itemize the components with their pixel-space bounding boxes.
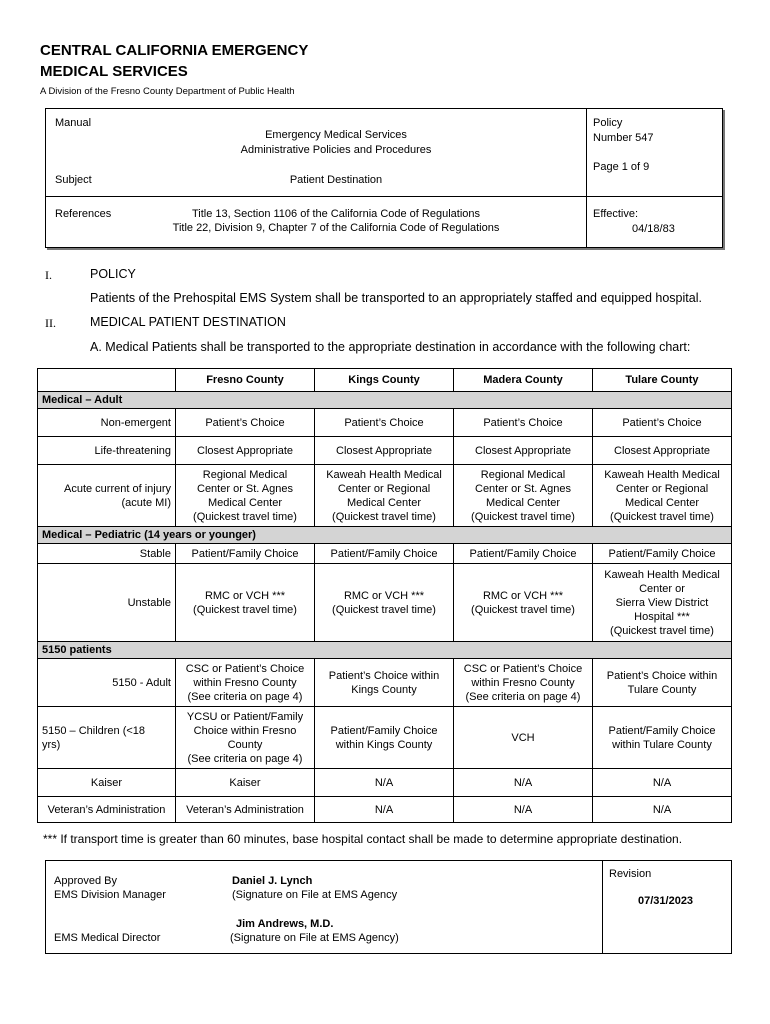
approved-by-label: Approved By — [54, 875, 117, 887]
table-cell: CSC or Patient’s Choice within Fresno County (See criteria on page 4) — [176, 659, 315, 707]
table-cell: YCSU or Patient/Family Choice within Fresno County (See criteria on page 4) — [176, 707, 315, 769]
effective-label: Effective: — [593, 208, 639, 220]
column-tulare: Tulare County — [593, 369, 732, 392]
table-row — [38, 409, 732, 437]
category-5150: 5150 patients — [38, 642, 732, 659]
policy-number: Number 547 — [593, 132, 654, 144]
table-cell: Kaweah Health Medical Center or Regional Medical Center (Quickest travel time) — [315, 465, 454, 527]
row-label — [38, 707, 176, 769]
table-cell: Closest Appropriate — [315, 437, 454, 465]
page-count: Page 1 of 9 — [593, 161, 650, 173]
category-adult: Medical – Adult — [38, 392, 732, 409]
role-division-manager: EMS Division Manager — [54, 889, 166, 901]
table-cell: Patient/Family Choice — [593, 544, 732, 564]
effective-date: 04/18/83 — [632, 223, 675, 235]
table-cell: Veteran’s Administration — [176, 797, 315, 823]
row-label — [38, 465, 176, 527]
section-2-title: MEDICAL PATIENT DESTINATION — [90, 315, 286, 329]
policy-label: Policy — [593, 117, 623, 129]
references-label: References — [55, 208, 112, 220]
table-cell: Patient’s Choice — [454, 409, 593, 437]
manual-title-1: Emergency Medical Services — [265, 129, 407, 141]
header-empty — [38, 369, 176, 392]
row-label: Unstable — [38, 564, 176, 642]
label-line: yrs) — [42, 738, 61, 751]
table-cell: Patient’s Choice within Kings County — [315, 659, 454, 707]
table-cell: Patient/Family Choice — [454, 544, 593, 564]
org-line-2: MEDICAL SERVICES — [40, 63, 188, 80]
row-label: Non-emergent — [38, 409, 176, 437]
table-row — [38, 544, 732, 564]
org-line-1: CENTRAL CALIFORNIA EMERGENCY — [40, 42, 309, 59]
row-label: Life-threatening — [38, 437, 176, 465]
manual-label: Manual — [55, 117, 92, 129]
revision-label: Revision — [609, 868, 652, 880]
table-row — [38, 797, 732, 823]
subject-value: Patient Destination — [289, 174, 383, 186]
table-cell: Patient’s Choice — [315, 409, 454, 437]
subject-label: Subject — [55, 174, 92, 186]
category-row — [38, 642, 732, 659]
table-cell: Kaweah Health Medical Center or Sierra View District Hospital *** (Quickest travel time) — [593, 564, 732, 642]
footnote: *** If transport time is greater than 60 minutes, base hospital contact shall be made to determine appropriate destination. — [43, 832, 683, 846]
section-1-number: I. — [45, 268, 52, 282]
label-line: 5150 – Children (<18 — [42, 724, 146, 737]
destination-table — [37, 368, 732, 823]
section-1-title: POLICY — [90, 267, 136, 281]
table-cell: N/A — [454, 797, 593, 823]
table-cell: RMC or VCH *** (Quickest travel time) — [454, 564, 593, 642]
table-cell: N/A — [315, 769, 454, 797]
table-cell: N/A — [593, 769, 732, 797]
manual-title-2: Administrative Policies and Procedures — [240, 144, 432, 156]
organization-name — [40, 40, 440, 82]
table-cell: N/A — [593, 797, 732, 823]
section-2-a: A. Medical Patients shall be transported to the appropriate destination in accordance with the following chart: — [90, 340, 691, 354]
role-medical-director: EMS Medical Director — [54, 932, 161, 944]
table-row — [38, 465, 732, 527]
table-cell: N/A — [454, 769, 593, 797]
signer-name-1: Daniel J. Lynch — [232, 875, 313, 887]
table-cell: Regional Medical Center or St. Agnes Medical Center (Quickest travel time) — [454, 465, 593, 527]
signature-note-1: (Signature on File at EMS Agency — [232, 889, 398, 901]
table-cell: Patient/Family Choice within Kings County — [315, 707, 454, 769]
table-cell: Patient’s Choice — [176, 409, 315, 437]
table-cell: Kaiser — [176, 769, 315, 797]
table-cell: Closest Appropriate — [176, 437, 315, 465]
category-row — [38, 392, 732, 409]
table-header-row — [38, 369, 732, 392]
table-cell: RMC or VCH *** (Quickest travel time) — [315, 564, 454, 642]
reference-1: Title 13, Section 1106 of the California Code of Regulations — [191, 208, 480, 220]
table-row — [38, 707, 732, 769]
row-label: Kaiser — [38, 769, 176, 797]
row-label: Veteran’s Administration — [38, 797, 176, 823]
policy-header-box — [45, 108, 723, 248]
table-cell: N/A — [315, 797, 454, 823]
table-cell: Patient’s Choice — [593, 409, 732, 437]
table-row — [38, 564, 732, 642]
table-cell: Patient’s Choice within Tulare County — [593, 659, 732, 707]
table-row — [38, 437, 732, 465]
label-line: Acute current of injury — [64, 482, 171, 495]
section-2-number: II. — [45, 316, 56, 330]
approval-box — [45, 860, 732, 954]
label-line: (acute MI) — [121, 496, 171, 509]
table-cell: Patient/Family Choice — [176, 544, 315, 564]
table-cell: Closest Appropriate — [593, 437, 732, 465]
table-cell: CSC or Patient’s Choice within Fresno County (See criteria on page 4) — [454, 659, 593, 707]
table-cell: Kaweah Health Medical Center or Regional Medical Center (Quickest travel time) — [593, 465, 732, 527]
signature-note-2: (Signature on File at EMS Agency) — [230, 932, 399, 944]
reference-2: Title 22, Division 9, Chapter 7 of the California Code of Regulations — [172, 222, 500, 234]
row-label: 5150 - Adult — [38, 659, 176, 707]
category-pediatric: Medical – Pediatric (14 years or younger) — [38, 527, 732, 544]
revision-date: 07/31/2023 — [638, 895, 694, 907]
category-row — [38, 527, 732, 544]
table-row — [38, 769, 732, 797]
column-madera: Madera County — [454, 369, 593, 392]
division-subtitle: A Division of the Fresno County Department of Public Health — [40, 86, 295, 97]
signer-name-2: Jim Andrews, M.D. — [236, 918, 334, 930]
column-kings: Kings County — [315, 369, 454, 392]
column-fresno: Fresno County — [176, 369, 315, 392]
section-1-text: Patients of the Prehospital EMS System shall be transported to an appropriately staffed and equipped hospital. — [90, 291, 702, 305]
table-cell: RMC or VCH *** (Quickest travel time) — [176, 564, 315, 642]
table-cell: VCH — [454, 707, 593, 769]
table-cell: Patient/Family Choice within Tulare County — [593, 707, 732, 769]
row-label: Stable — [38, 544, 176, 564]
table-cell: Regional Medical Center or St. Agnes Medical Center (Quickest travel time) — [176, 465, 315, 527]
table-cell: Closest Appropriate — [454, 437, 593, 465]
table-row — [38, 659, 732, 707]
table-cell: Patient/Family Choice — [315, 544, 454, 564]
